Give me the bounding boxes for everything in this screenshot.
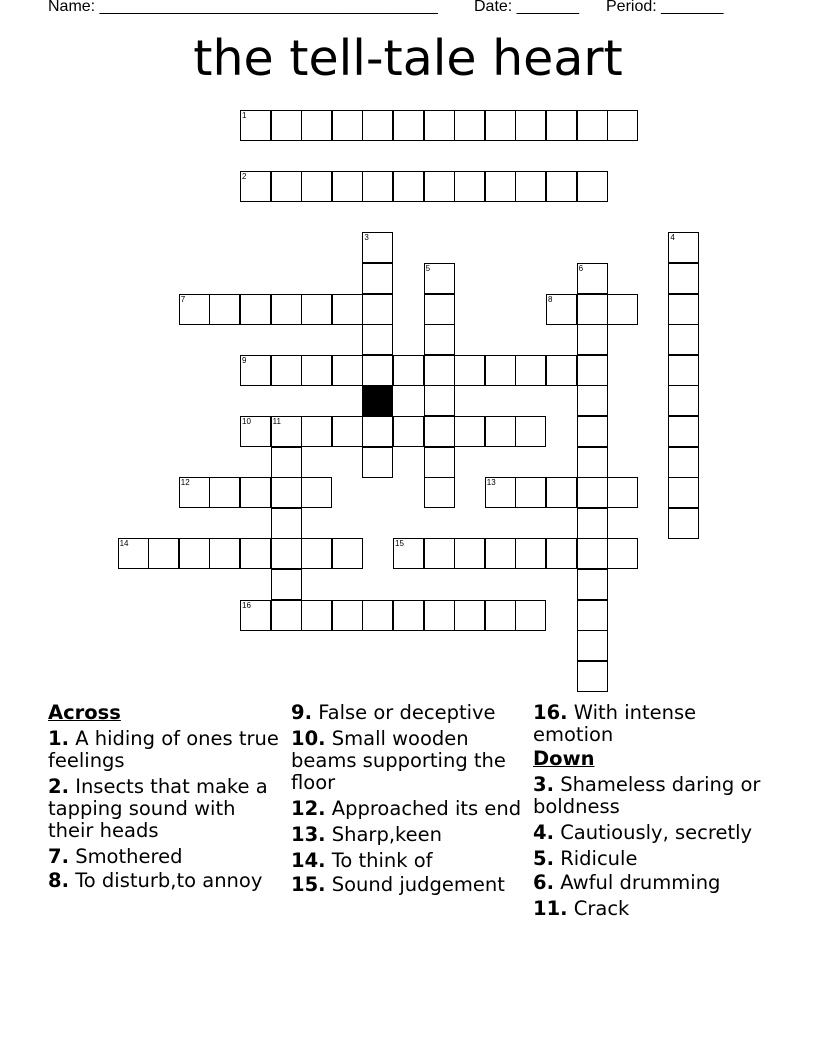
grid-cell[interactable] <box>240 477 271 508</box>
grid-cell[interactable] <box>393 355 424 386</box>
grid-cell[interactable] <box>668 232 699 263</box>
grid-cell[interactable] <box>240 416 271 447</box>
grid-cell[interactable] <box>668 416 699 447</box>
grid-cell[interactable] <box>577 508 608 539</box>
period-field[interactable]: Period: _______ <box>606 0 724 15</box>
grid-cell[interactable] <box>577 661 608 692</box>
grid-cell[interactable] <box>271 171 302 202</box>
grid-cell[interactable] <box>668 263 699 294</box>
grid-cell[interactable] <box>546 110 577 141</box>
grid-cell[interactable] <box>424 538 455 569</box>
grid-cell[interactable] <box>362 355 393 386</box>
grid-cell[interactable] <box>118 538 149 569</box>
clue-number: 15 <box>395 539 404 549</box>
across-heading: Across <box>48 701 121 724</box>
grid-cell[interactable] <box>515 600 546 631</box>
grid-cell[interactable] <box>577 171 608 202</box>
clue-number: 10 <box>242 417 251 426</box>
down-clue: 5. Ridicule <box>533 847 638 870</box>
across-clue: 1. A hiding of ones true feelings <box>48 727 279 772</box>
grid-cell[interactable] <box>454 355 485 386</box>
across-clue: 9. False or deceptive <box>291 701 496 724</box>
grid-cell[interactable] <box>515 110 546 141</box>
across-clue: 16. With intense emotion <box>533 701 697 746</box>
grid-cell[interactable] <box>301 538 332 569</box>
grid-cell[interactable] <box>332 355 363 386</box>
clue-number: 13 <box>486 478 496 488</box>
clue-number: 1 <box>242 111 247 120</box>
grid-cell[interactable] <box>668 508 699 539</box>
grid-cell[interactable] <box>546 538 577 569</box>
grid-cell[interactable] <box>607 538 638 569</box>
down-clue: 11. Crack <box>533 897 630 920</box>
grid-cell[interactable] <box>668 294 699 325</box>
grid-cell[interactable] <box>485 110 516 141</box>
clue-number: 2 <box>242 172 247 182</box>
grid-cell[interactable] <box>424 477 455 508</box>
grid-cell[interactable] <box>301 355 332 386</box>
grid-cell[interactable] <box>546 171 577 202</box>
grid-cell[interactable] <box>301 477 332 508</box>
grid-cell[interactable] <box>515 171 546 202</box>
grid-cell[interactable] <box>424 294 455 325</box>
grid-cell[interactable] <box>577 600 608 631</box>
grid-cell[interactable] <box>577 324 608 355</box>
grid-cell[interactable] <box>424 447 455 478</box>
grid-cell[interactable] <box>454 110 485 141</box>
clue-number: 5 <box>425 264 431 273</box>
grid-cell[interactable] <box>240 171 271 202</box>
grid-cell[interactable] <box>332 416 363 447</box>
clue-number: 3 <box>364 233 369 243</box>
grid-cell[interactable] <box>393 416 424 447</box>
grid-cell[interactable] <box>362 232 393 263</box>
grid-cell[interactable] <box>668 447 699 478</box>
grid-cell[interactable] <box>607 477 638 508</box>
clue-number: 9 <box>242 355 247 365</box>
grid-cell[interactable] <box>362 110 393 141</box>
grid-cell[interactable] <box>271 294 302 325</box>
grid-cell[interactable] <box>271 538 302 569</box>
grid-cell[interactable] <box>515 538 546 569</box>
grid-cell[interactable] <box>209 294 240 325</box>
grid-cell[interactable] <box>393 600 424 631</box>
grid-cell[interactable] <box>454 538 485 569</box>
grid-cell[interactable] <box>332 171 363 202</box>
grid-cell[interactable] <box>424 385 455 416</box>
date-field[interactable]: Date: _______ <box>474 0 579 15</box>
grid-cell[interactable] <box>668 385 699 416</box>
grid-cell[interactable] <box>668 324 699 355</box>
grid-cell[interactable] <box>668 355 699 386</box>
grid-cell[interactable] <box>271 355 302 386</box>
grid-cell[interactable] <box>577 538 608 569</box>
across-clue: 14. To think of <box>291 849 433 872</box>
grid-cell[interactable] <box>424 324 455 355</box>
grid-cell[interactable] <box>362 263 393 294</box>
down-clue: 3. Shameless daring or boldness <box>533 773 761 818</box>
clue-number: 12 <box>180 478 190 488</box>
grid-cell[interactable] <box>271 508 302 539</box>
clue-column-3 <box>533 702 765 924</box>
clue-number: 14 <box>119 539 129 549</box>
grid-cell[interactable] <box>577 630 608 661</box>
clue-number: 7 <box>180 294 186 304</box>
grid-cell[interactable] <box>577 263 608 294</box>
grid-cell[interactable] <box>271 416 302 447</box>
grid-cell[interactable] <box>454 171 485 202</box>
grid-cell[interactable] <box>577 294 608 325</box>
grid-cell[interactable] <box>424 355 455 386</box>
grid-cell[interactable] <box>209 538 240 569</box>
grid-cell[interactable] <box>271 600 302 631</box>
grid-cell[interactable] <box>577 385 608 416</box>
grid-cell[interactable] <box>424 171 455 202</box>
across-clue: 12. Approached its end <box>291 797 522 820</box>
down-heading: Down <box>533 747 595 770</box>
grid-cell[interactable] <box>332 600 363 631</box>
grid-cell[interactable] <box>301 110 332 141</box>
down-clue: 4. Cautiously, secretly <box>533 821 753 844</box>
grid-cell[interactable] <box>362 324 393 355</box>
grid-cell[interactable] <box>668 477 699 508</box>
grid-cell[interactable] <box>393 171 424 202</box>
grid-cell[interactable] <box>179 538 210 569</box>
grid-cell[interactable] <box>240 600 271 631</box>
grid-block-cell <box>362 385 393 416</box>
across-clue: 2. Insects that make a tapping sound with their heads <box>48 775 268 842</box>
grid-cell[interactable] <box>424 263 455 294</box>
grid-cell[interactable] <box>393 538 424 569</box>
grid-cell[interactable] <box>485 355 516 386</box>
grid-cell[interactable] <box>301 416 332 447</box>
grid-cell[interactable] <box>607 294 638 325</box>
down-clue: 6. Awful drumming <box>533 871 721 894</box>
grid-cell[interactable] <box>240 110 271 141</box>
grid-cell[interactable] <box>271 569 302 600</box>
grid-cell[interactable] <box>240 538 271 569</box>
grid-cell[interactable] <box>393 110 424 141</box>
grid-cell[interactable] <box>240 355 271 386</box>
grid-cell[interactable] <box>485 171 516 202</box>
grid-cell[interactable] <box>301 171 332 202</box>
grid-cell[interactable] <box>271 447 302 478</box>
grid-cell[interactable] <box>454 600 485 631</box>
grid-cell[interactable] <box>362 171 393 202</box>
grid-cell[interactable] <box>577 477 608 508</box>
clue-number: 8 <box>548 294 553 304</box>
grid-cell[interactable] <box>546 294 577 325</box>
across-clue: 7. Smothered <box>48 845 183 868</box>
grid-cell[interactable] <box>424 110 455 141</box>
clue-column-2 <box>291 702 523 900</box>
clue-number: 16 <box>242 600 251 610</box>
grid-cell[interactable] <box>179 477 210 508</box>
grid-cell[interactable] <box>424 416 455 447</box>
grid-cell[interactable] <box>485 477 516 508</box>
grid-cell[interactable] <box>271 477 302 508</box>
grid-cell[interactable] <box>332 110 363 141</box>
grid-cell[interactable] <box>577 110 608 141</box>
clue-number: 11 <box>272 417 281 426</box>
grid-cell[interactable] <box>607 110 638 141</box>
grid-cell[interactable] <box>485 600 516 631</box>
across-clue: 8. To disturb,to annoy <box>48 869 263 892</box>
grid-cell[interactable] <box>577 355 608 386</box>
name-field[interactable]: Name: ______________________________________ <box>48 0 438 15</box>
puzzle-title: the tell-tale heart <box>193 30 623 87</box>
grid-cell[interactable] <box>454 416 485 447</box>
across-clue: 15. Sound judgement <box>291 873 505 896</box>
grid-cell[interactable] <box>301 294 332 325</box>
grid-cell[interactable] <box>362 447 393 478</box>
clue-number: 4 <box>670 233 675 243</box>
across-clue: 13. Sharp,keen <box>291 823 442 846</box>
grid-cell[interactable] <box>577 447 608 478</box>
across-clue: 10. Small wooden beams supporting the floor <box>291 727 506 794</box>
grid-cell[interactable] <box>362 416 393 447</box>
grid-cell[interactable] <box>332 294 363 325</box>
grid-cell[interactable] <box>485 416 516 447</box>
grid-cell[interactable] <box>240 294 271 325</box>
grid-cell[interactable] <box>271 110 302 141</box>
grid-cell[interactable] <box>362 600 393 631</box>
grid-cell[interactable] <box>332 538 363 569</box>
grid-cell[interactable] <box>362 294 393 325</box>
grid-cell[interactable] <box>485 538 516 569</box>
grid-cell[interactable] <box>179 294 210 325</box>
grid-cell[interactable] <box>148 538 179 569</box>
grid-cell[interactable] <box>515 355 546 386</box>
grid-cell[interactable] <box>546 477 577 508</box>
grid-cell[interactable] <box>515 416 546 447</box>
grid-cell[interactable] <box>546 355 577 386</box>
clue-column-1 <box>48 702 280 896</box>
grid-cell[interactable] <box>577 416 608 447</box>
clue-number: 6 <box>578 264 584 273</box>
grid-cell[interactable] <box>209 477 240 508</box>
grid-cell[interactable] <box>301 600 332 631</box>
grid-cell[interactable] <box>424 600 455 631</box>
grid-cell[interactable] <box>577 569 608 600</box>
grid-cell[interactable] <box>515 477 546 508</box>
